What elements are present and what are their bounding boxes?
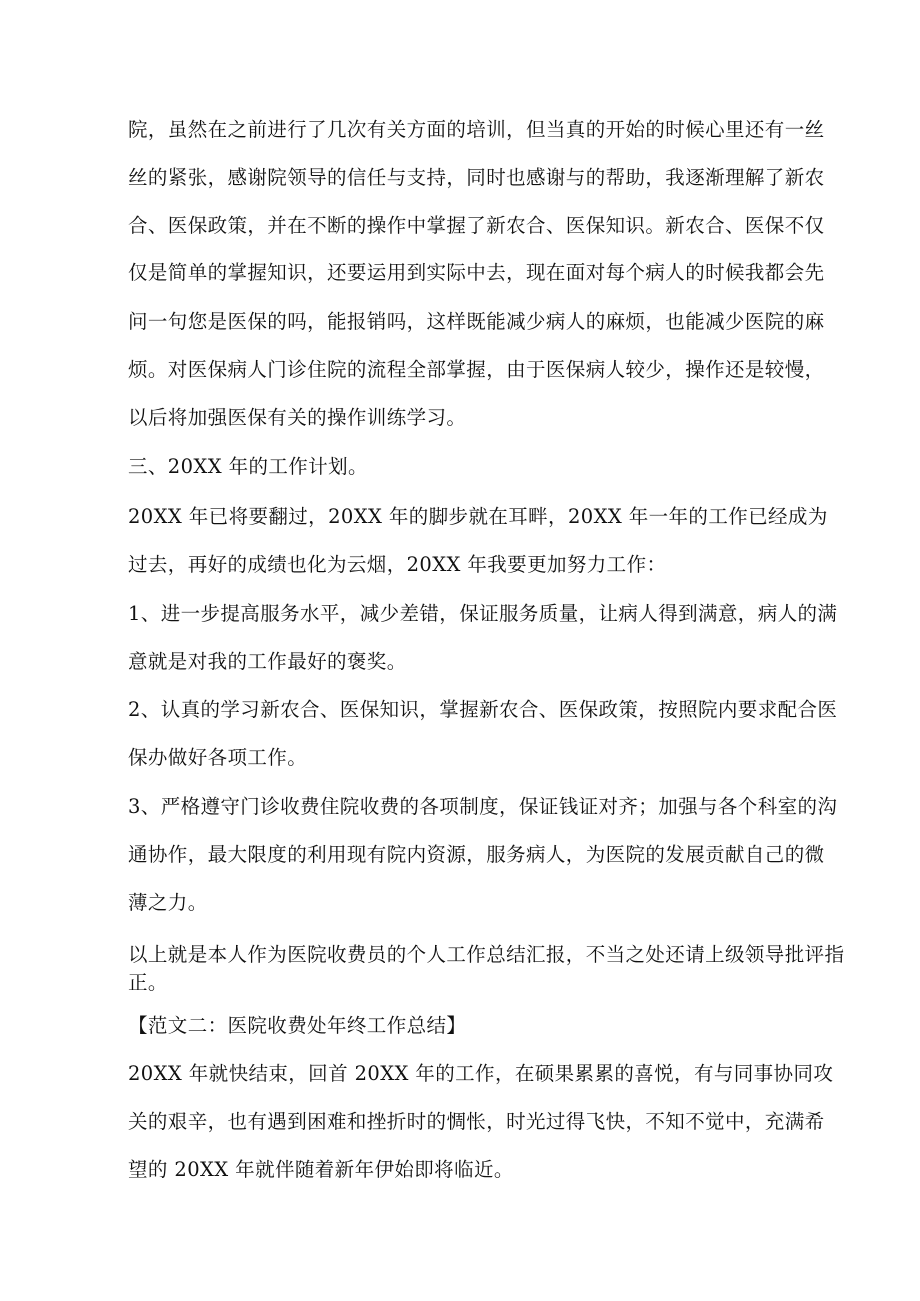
sample-two-line-3: 望的 20XX 年就伴随着新年伊始即将临近。: [128, 1158, 514, 1181]
list-item-1-line-2: 意就是对我的工作最好的褒奖。: [128, 650, 407, 673]
list-item-3-line-1: 3、严格遵守门诊收费住院收费的各项制度，保证钱证对齐；加强与各个科室的沟: [128, 795, 838, 818]
list-item-1-line-1: 1、进一步提高服务水平，减少差错，保证服务质量，让病人得到满意，病人的满: [128, 602, 838, 625]
conclusion-line-2: 正。: [128, 971, 168, 994]
sample-two-heading: 【范文二：医院收费处年终工作总结】: [128, 1014, 467, 1037]
list-item-3-line-3: 薄之力。: [128, 891, 208, 914]
text-line-7: 以后将加强医保有关的操作训练学习。: [128, 406, 467, 429]
sample-two-line-1: 20XX 年就快结束，回首 20XX 年的工作，在硕果累累的喜悦，有与同事协同攻: [128, 1062, 834, 1085]
text-line-5: 问一句您是医保的吗，能报销吗，这样既能减少病人的麻烦，也能减少医院的麻: [128, 310, 825, 333]
list-item-3-line-2: 通协作，最大限度的利用现有院内资源，服务病人，为医院的发展贡献自己的微: [128, 843, 825, 866]
text-line-2: 丝的紧张，感谢院领导的信任与支持，同时也感谢与的帮助，我逐渐理解了新农: [128, 166, 825, 189]
list-item-2-line-1: 2、认真的学习新农合、医保知识，掌握新农合、医保政策，按照院内要求配合医: [128, 698, 838, 721]
list-item-2-line-2: 保办做好各项工作。: [128, 746, 308, 769]
text-line-9: 20XX 年已将要翻过，20XX 年的脚步就在耳畔，20XX 年一年的工作已经成为: [128, 505, 828, 528]
sample-two-line-2: 关的艰辛，也有遇到困难和挫折时的惆怅，时光过得飞快，不知不觉中，充满希: [128, 1110, 825, 1133]
text-line-3: 合、医保政策，并在不断的操作中掌握了新农合、医保知识。新农合、医保不仅: [128, 214, 825, 237]
text-line-4: 仅是简单的掌握知识，还要运用到实际中去，现在面对每个病人的时候我都会先: [128, 261, 825, 284]
text-line-1: 院，虽然在之前进行了几次有关方面的培训，但当真的开始的时候心里还有一丝: [128, 118, 825, 141]
section-heading-plan: 三、20XX 年的工作计划。: [128, 455, 368, 478]
text-line-10: 过去，再好的成绩也化为云烟，20XX 年我要更加努力工作：: [128, 553, 667, 576]
text-line-6: 烦。对医保病人门诊住院的流程全部掌握，由于医保病人较少，操作还是较慢，: [128, 358, 825, 381]
conclusion-line-1: 以上就是本人作为医院收费员的个人工作总结汇报，不当之处还请上级领导批评指: [128, 943, 845, 966]
